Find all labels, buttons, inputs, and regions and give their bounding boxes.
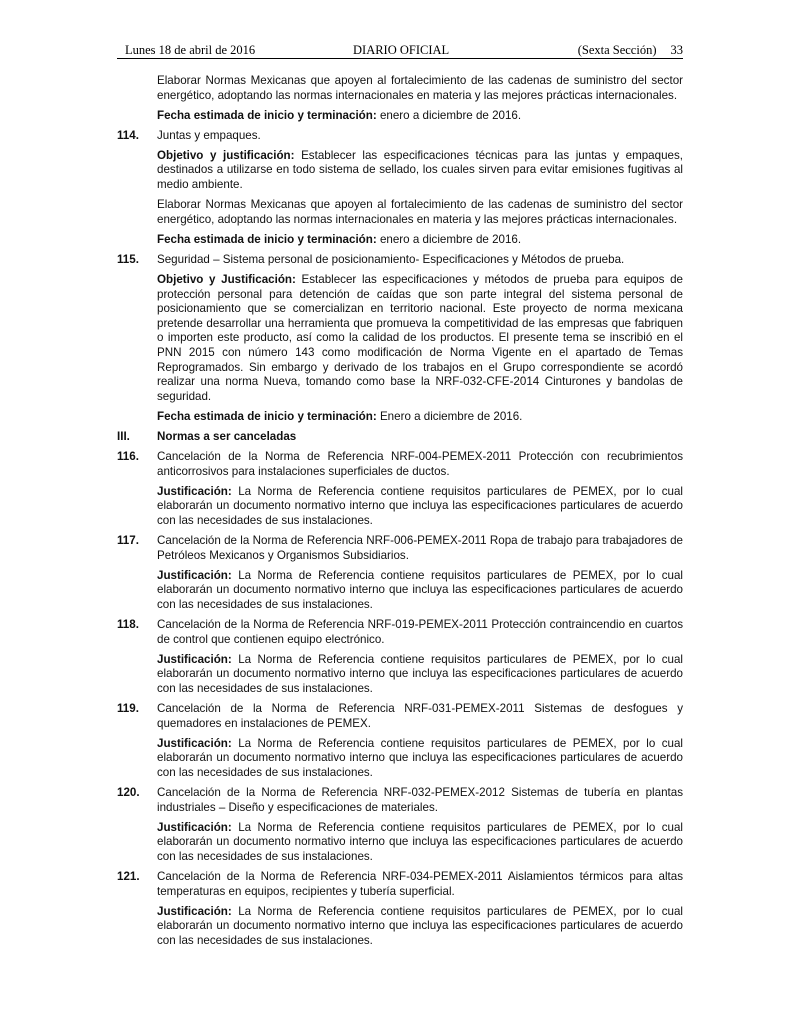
justification-text: La Norma de Referencia contiene requisitos particulares de PEMEX, por lo cual elaborarán un documento normativo interno que incluya las especificaciones particulares de acuerdo con las necesidades de sus instalaciones. xyxy=(157,736,683,779)
item-title: Seguridad – Sistema personal de posicionamiento- Especificaciones y Métodos de prueba. xyxy=(157,252,625,266)
justification-text: La Norma de Referencia contiene requisitos particulares de PEMEX, por lo cual elaborarán un documento normativo interno que incluya las especificaciones particulares de acuerdo con las necesidades de sus instalaciones. xyxy=(157,484,683,527)
fecha-label: Fecha estimada de inicio y terminación: xyxy=(157,409,377,423)
objective-label: Objetivo y Justificación: xyxy=(157,273,296,287)
item-number: 117. xyxy=(117,534,139,548)
list-item xyxy=(117,618,683,696)
item-title: Cancelación de la Norma de Referencia NRF-006-PEMEX-2011 Ropa de trabajo para trabajadores de Petróleos Mexicanos y Organismos Subsidiarios. xyxy=(157,534,683,562)
item-number: 114. xyxy=(117,128,139,142)
item-title: Juntas y empaques. xyxy=(157,128,261,142)
header-right xyxy=(564,43,683,58)
list-item xyxy=(117,870,683,948)
paragraph: Elaborar Normas Mexicanas que apoyen al fortalecimiento de las cadenas de suministro del sector energético, adoptando las normas internacionales en materia y las mejores prácticas internacionales. xyxy=(157,74,683,102)
header-title: DIARIO OFICIAL xyxy=(353,43,450,57)
list-item xyxy=(117,786,683,864)
document-page xyxy=(117,42,683,948)
header-rule xyxy=(117,58,683,59)
list-item xyxy=(117,534,683,612)
item-number: 120. xyxy=(117,785,140,799)
item-number: 121. xyxy=(117,869,140,883)
justification-paragraph xyxy=(157,653,683,697)
section-number: III. xyxy=(117,429,130,443)
list-item-115 xyxy=(117,253,683,425)
justification-text: La Norma de Referencia contiene requisitos particulares de PEMEX, por lo cual elaborarán un documento normativo interno que incluya las especificaciones particulares de acuerdo con las necesidades de sus instalaciones. xyxy=(157,820,683,863)
fecha-label: Fecha estimada de inicio y terminación: xyxy=(157,108,377,122)
justification-paragraph xyxy=(157,569,683,613)
item-title: Cancelación de la Norma de Referencia NRF-019-PEMEX-2011 Protección contraincendio en cuartos de control que contienen equipo electrónico. xyxy=(157,618,683,646)
list-item xyxy=(117,450,683,528)
item-number: 115. xyxy=(117,252,139,266)
fecha-line xyxy=(157,410,683,425)
fecha-line xyxy=(157,233,683,248)
justification-paragraph xyxy=(157,737,683,781)
item-number: 118. xyxy=(117,618,139,631)
justification-label: Justificación: xyxy=(157,904,232,918)
objective-label: Objetivo y justificación: xyxy=(157,148,295,162)
justification-text: La Norma de Referencia contiene requisitos particulares de PEMEX, por lo cual elaborarán un documento normativo interno que incluya las especificaciones particulares de acuerdo con las necesidades de sus instalaciones. xyxy=(157,568,683,611)
justification-label: Justificación: xyxy=(157,568,232,582)
cancel-list xyxy=(117,450,683,948)
justification-label: Justificación: xyxy=(157,736,232,750)
item-number: 119. xyxy=(117,701,139,715)
fecha-label: Fecha estimada de inicio y terminación: xyxy=(157,232,377,246)
section-title: Normas a ser canceladas xyxy=(157,429,297,443)
justification-label: Justificación: xyxy=(157,820,232,834)
fecha-line xyxy=(157,109,683,124)
justification-label: Justificación: xyxy=(157,652,232,666)
objective-paragraph xyxy=(157,273,683,404)
justification-label: Justificación: xyxy=(157,484,232,498)
paragraph: Elaborar Normas Mexicanas que apoyen al fortalecimiento de las cadenas de suministro del sector energético, adoptando las normas internacionales en materia y las mejores prácticas internacionales. xyxy=(157,198,683,226)
fecha-value: enero a diciembre de 2016. xyxy=(379,108,522,122)
justification-text: La Norma de Referencia contiene requisitos particulares de PEMEX, por lo cual elaborarán un documento normativo interno que incluya las especificaciones particulares de acuerdo con las necesidades de sus instalaciones. xyxy=(157,904,683,947)
item-title: Cancelación de la Norma de Referencia NRF-034-PEMEX-2011 Aislamientos térmicos para altas temperaturas en equipos, recipientes y tubería superficial. xyxy=(157,869,683,898)
justification-text: La Norma de Referencia contiene requisitos particulares de PEMEX, por lo cual elaborarán un documento normativo interno que incluya las especificaciones particulares de acuerdo con las necesidades de sus instalaciones. xyxy=(157,652,683,695)
objective-paragraph xyxy=(157,149,683,193)
list-item-114 xyxy=(117,129,683,248)
fecha-value: Enero a diciembre de 2016. xyxy=(379,409,523,423)
justification-paragraph xyxy=(157,905,683,949)
fecha-value: enero a diciembre de 2016. xyxy=(379,232,522,246)
justification-paragraph xyxy=(157,821,683,865)
page-header xyxy=(117,42,683,58)
item-number: 116. xyxy=(117,450,139,464)
item-title: Cancelación de la Norma de Referencia NRF-032-PEMEX-2012 Sistemas de tubería en plantas industriales – Diseño y especificaciones de materiales. xyxy=(157,785,683,814)
header-date: Lunes 18 de abril de 2016 xyxy=(125,43,256,57)
list-item xyxy=(117,702,683,780)
objective-text: Establecer las especificaciones técnicas para las juntas y empaques, destinados a utilizarse en todo sistema de sellado, los cuales sirven para evitar emisiones fugitivas al medio ambiente. xyxy=(157,148,683,192)
header-page-number: 33 xyxy=(670,43,683,57)
top-block xyxy=(117,74,683,123)
objective-text: Establecer las especificaciones y métodos de prueba para equipos de protección personal para detención de caídas que son parte integral del sistema personal de posicionamiento que se comercializan en territorio nacional. Este proyecto de norma mexicana pretende desarrollar una herramienta que promueva la competitividad de las empresas que fabriquen o importen este producto, así como la calidad de los productos. El presente tema se inscribió en el PNN 2015 con número 143 como modificación de Norma Vigente en el apartado de Temas Reprogramados. Sin embargo y derivado de los trabajos en el Grupo correspondiente se acordó realizar una norma Nueva, tomando como base la NRF-032-CFE-2014 Cinturones y bandolas de seguridad. xyxy=(157,273,683,403)
header-section: (Sexta Sección) xyxy=(577,43,657,57)
justification-paragraph xyxy=(157,485,683,529)
item-title: Cancelación de la Norma de Referencia NRF-004-PEMEX-2011 Protección con recubrimientos anticorrosivos para instalaciones superficiales de ductos. xyxy=(157,450,683,478)
item-title: Cancelación de la Norma de Referencia NRF-031-PEMEX-2011 Sistemas de desfogues y quemadores en instalaciones de PEMEX. xyxy=(157,701,683,730)
section-heading xyxy=(117,430,683,445)
